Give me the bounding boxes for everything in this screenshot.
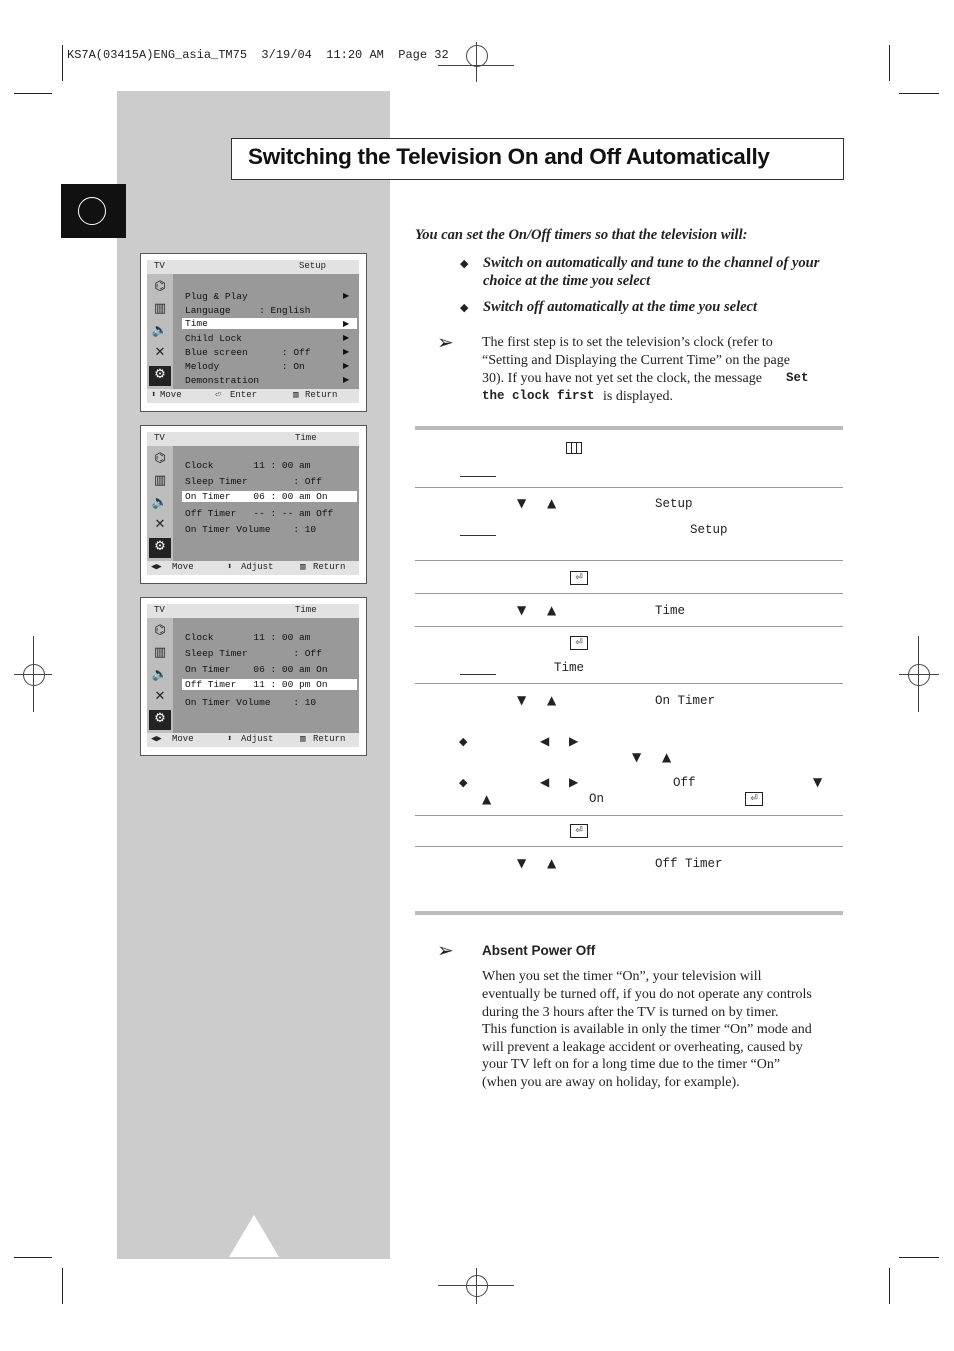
intro-text: You can set the On/Off timers so that the television will:: [415, 227, 748, 243]
up-arrow-icon: ▲: [547, 856, 557, 870]
updown-icon: ⬍: [227, 562, 233, 572]
osd-row: Sleep Timer : Off: [185, 476, 322, 487]
registration-line: [476, 42, 477, 82]
footer-adjust: Adjust: [241, 562, 274, 572]
osd-footer: [147, 389, 359, 403]
step-divider: [415, 560, 843, 561]
osd-row: Blue screen : Off: [185, 347, 311, 358]
down-arrow-icon: ▼: [813, 775, 823, 789]
note-code: the clock first: [482, 389, 595, 403]
footer-return: Return: [305, 390, 338, 400]
note-arrow-icon: ➢: [437, 938, 454, 962]
note-line: “Setting and Displaying the Current Time” on the page: [482, 353, 790, 368]
updown-icon: ⬍: [151, 390, 157, 400]
chevron-right-icon: ▶: [343, 333, 350, 342]
bullet-diamond-icon: ◆: [460, 257, 469, 270]
note-arrow-icon: ➢: [437, 330, 454, 354]
enter-button-icon: ⏎: [745, 792, 763, 806]
osd-screen-setup: [140, 253, 367, 412]
channel-icon: ✕: [154, 345, 166, 360]
bullet-diamond-icon: ◆: [459, 776, 468, 789]
updown-icon: ⬍: [227, 734, 233, 744]
picture-icon: ▥: [153, 473, 167, 488]
antenna-icon: ⌬: [154, 279, 166, 294]
osd-row: Melody : On: [185, 361, 305, 372]
menu-icon: ▥: [293, 390, 299, 400]
antenna-icon: ⌬: [154, 451, 166, 466]
step-divider: [415, 487, 843, 488]
registration-mark: [23, 664, 45, 686]
crop-mark: [899, 1257, 939, 1258]
picture-icon: ▥: [153, 645, 167, 660]
osd-row: Plug & Play: [185, 291, 248, 302]
step-keyword: Setup: [655, 497, 693, 511]
osd-row: Language : English: [185, 305, 311, 316]
osd-header: [147, 260, 359, 274]
crop-mark: [62, 45, 63, 81]
osd-row: Off Timer -- : -- am Off: [185, 508, 334, 519]
leftright-icon: ◀▶: [151, 734, 162, 744]
bullet-text: Switch off automatically at the time you select: [483, 299, 758, 315]
setup-icon: ⚙: [149, 538, 171, 558]
osd-header: [147, 432, 359, 446]
up-arrow-icon: ▲: [547, 693, 557, 707]
bullet-diamond-icon: ◆: [460, 301, 469, 314]
step-keyword: On Timer: [655, 694, 716, 708]
note-line: (when you are away on holiday, for example).: [482, 1075, 740, 1090]
bullet-diamond-icon: ◆: [459, 735, 468, 748]
up-arrow-icon: ▲: [662, 750, 672, 764]
osd-row-selected: On Timer 06 : 00 am On: [182, 491, 357, 502]
osd-tv-label: TV: [154, 605, 165, 615]
osd-row: Demonstration: [185, 375, 260, 386]
footer-adjust: Adjust: [241, 734, 274, 744]
note-rule: [460, 476, 496, 477]
antenna-icon: ⌬: [154, 623, 166, 638]
osd-title: Time: [295, 605, 317, 615]
note-rule: [460, 674, 496, 675]
registration-line: [476, 1268, 477, 1304]
down-arrow-icon: ▼: [517, 496, 527, 510]
osd-header: [147, 604, 359, 618]
left-arrow-icon: ◀: [540, 734, 550, 748]
setup-icon: ⚙: [149, 366, 171, 386]
step-divider: [415, 815, 843, 816]
page-title: Switching the Television On and Off Automatically: [248, 144, 770, 169]
right-arrow-icon: ▶: [569, 734, 579, 748]
leftright-icon: ◀▶: [151, 562, 162, 572]
step-divider: [415, 846, 843, 847]
osd-tv-label: TV: [154, 261, 165, 271]
crop-mark: [889, 1268, 890, 1304]
chevron-right-icon: ▶: [343, 361, 350, 370]
note-line: will prevent a leakage accident or overheating, caused by: [482, 1040, 803, 1055]
footer-move: Move: [172, 734, 194, 744]
step-divider: [415, 593, 843, 594]
footer-enter: Enter: [230, 390, 258, 400]
channel-icon: ✕: [154, 517, 166, 532]
footer-return: Return: [313, 734, 346, 744]
osd-icon-column: [147, 618, 173, 733]
step-keyword: Time: [554, 661, 585, 675]
menu-button-icon: [566, 442, 582, 454]
step-keyword: Off: [673, 776, 696, 790]
print-header: KS7A(03415A)ENG_asia_TM75 3/19/04 11:20 AM Page 32: [67, 48, 449, 62]
section-circle-icon: [78, 197, 106, 225]
step-keyword: On: [589, 792, 605, 806]
registration-mark: [908, 664, 930, 686]
down-arrow-icon: ▼: [517, 856, 527, 870]
osd-row-selected: Time: [182, 318, 357, 329]
step-keyword: Time: [655, 604, 686, 618]
up-arrow-icon: ▲: [482, 792, 492, 806]
note-heading: Absent Power Off: [482, 943, 596, 958]
note-line: This function is available in only the timer “On” mode and: [482, 1022, 812, 1037]
chevron-right-icon: ▶: [343, 291, 350, 300]
step-keyword: Off Timer: [655, 857, 723, 871]
note-line: 30). If you have not yet set the clock, the message: [482, 371, 762, 386]
crop-mark: [62, 1268, 63, 1304]
note-line: The first step is to set the television’s clock (refer to: [482, 335, 773, 350]
crop-mark: [14, 1257, 52, 1258]
page-triangle: [229, 1215, 279, 1257]
up-arrow-icon: ▲: [547, 603, 557, 617]
osd-footer: [147, 733, 359, 747]
osd-title: Time: [295, 433, 317, 443]
channel-icon: ✕: [154, 689, 166, 704]
osd-row: Clock 11 : 00 am: [185, 460, 311, 471]
down-arrow-icon: ▼: [517, 603, 527, 617]
crop-mark: [899, 93, 939, 94]
menu-icon: ▥: [300, 562, 306, 572]
osd-screen-time: [140, 425, 367, 584]
menu-icon: ▥: [300, 734, 306, 744]
note-line: during the 3 hours after the TV is turned on by timer.: [482, 1005, 779, 1020]
enter-button-icon: ⏎: [570, 824, 588, 838]
osd-title: Setup: [299, 261, 327, 271]
sound-icon: 🔈: [151, 667, 169, 682]
up-arrow-icon: ▲: [547, 496, 557, 510]
steps-divider: [415, 911, 843, 915]
chevron-right-icon: ▶: [343, 347, 350, 356]
osd-row: On Timer 06 : 00 am On: [185, 664, 328, 675]
osd-row: On Timer Volume : 10: [185, 524, 317, 535]
osd-row-selected: Off Timer 11 : 00 pm On: [182, 679, 357, 690]
down-arrow-icon: ▼: [517, 693, 527, 707]
footer-move: Move: [172, 562, 194, 572]
right-arrow-icon: ▶: [569, 775, 579, 789]
osd-row: Clock 11 : 00 am: [185, 632, 311, 643]
note-line: When you set the timer “On”, your television will: [482, 969, 762, 984]
osd-icon-column: [147, 446, 173, 561]
sound-icon: 🔈: [151, 323, 169, 338]
osd-screen-time-off: [140, 597, 367, 756]
registration-line: [33, 636, 34, 712]
picture-icon: ▥: [153, 301, 167, 316]
bullet-text: Switch on automatically and tune to the channel of your: [483, 255, 820, 271]
osd-row: Child Lock: [185, 333, 243, 344]
step-divider: [415, 683, 843, 684]
osd-icon-column: [147, 274, 173, 389]
step-divider: [415, 626, 843, 627]
osd-footer: [147, 561, 359, 575]
osd-row: Sleep Timer : Off: [185, 648, 322, 659]
chevron-right-icon: ▶: [343, 375, 350, 384]
down-arrow-icon: ▼: [632, 750, 642, 764]
enter-button-icon: ⏎: [570, 571, 588, 585]
registration-line: [918, 636, 919, 712]
note-line: eventually be turned off, if you do not operate any controls: [482, 987, 812, 1002]
footer-move: Move: [160, 390, 182, 400]
setup-icon: ⚙: [149, 710, 171, 730]
bullet-text: choice at the time you select: [483, 273, 651, 289]
note-line: is displayed.: [603, 389, 673, 404]
chevron-right-icon: ▶: [343, 319, 350, 328]
left-arrow-icon: ◀: [540, 775, 550, 789]
steps-divider: [415, 426, 843, 430]
registration-line: [899, 674, 939, 675]
crop-mark: [889, 45, 890, 81]
sound-icon: 🔈: [151, 495, 169, 510]
osd-row: On Timer Volume : 10: [185, 697, 317, 708]
note-rule: [460, 535, 496, 536]
registration-mark: [466, 45, 488, 67]
enter-icon: ⏎: [215, 390, 221, 400]
note-code: Set: [786, 371, 809, 385]
registration-mark: [466, 1275, 488, 1297]
note-line: your TV left on for a long time due to the timer “On”: [482, 1057, 781, 1072]
enter-button-icon: ⏎: [570, 636, 588, 650]
osd-tv-label: TV: [154, 433, 165, 443]
crop-mark: [14, 93, 52, 94]
step-keyword: Setup: [690, 523, 728, 537]
footer-return: Return: [313, 562, 346, 572]
